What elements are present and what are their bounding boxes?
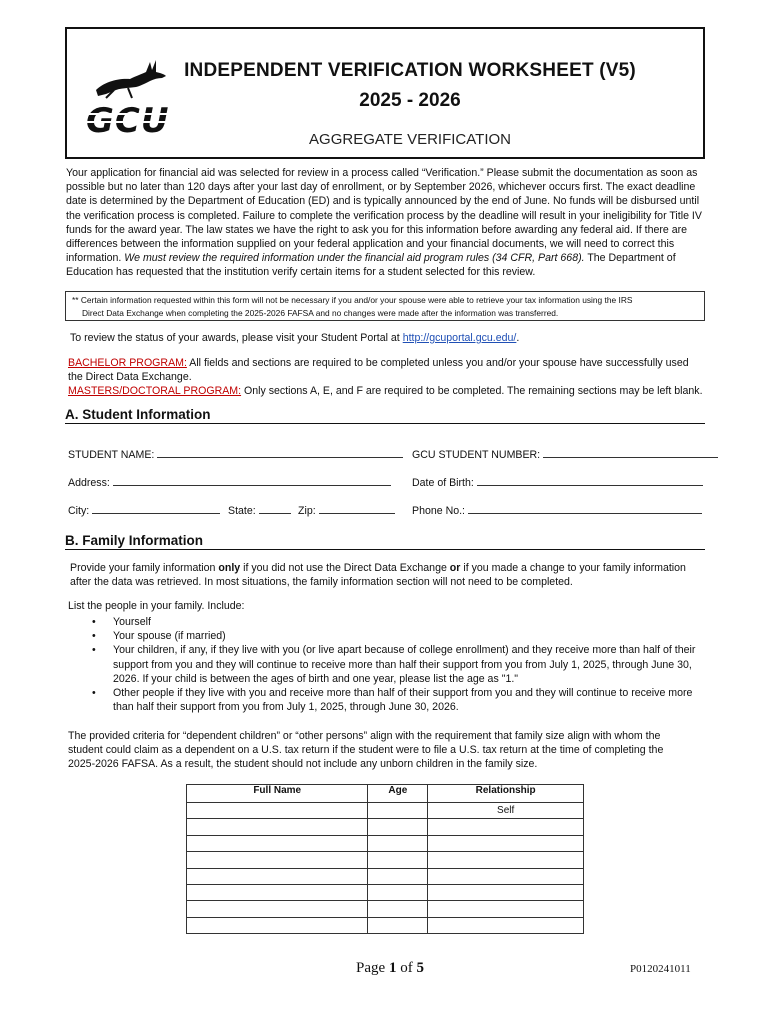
list-intro: List the people in your family. Include: xyxy=(68,600,245,612)
phone-label: Phone No.: xyxy=(412,505,466,517)
age-cell[interactable] xyxy=(368,917,428,933)
name-cell[interactable] xyxy=(187,917,368,933)
name-cell[interactable] xyxy=(187,803,368,819)
form-title: INDEPENDENT VERIFICATION WORKSHEET (V5) xyxy=(184,60,636,81)
name-cell[interactable] xyxy=(187,884,368,900)
dde-note-box xyxy=(65,291,705,321)
phone-input[interactable] xyxy=(468,503,702,514)
family-bullet-list xyxy=(92,615,703,714)
criteria-paragraph xyxy=(68,729,706,772)
relationship-cell[interactable] xyxy=(428,917,584,933)
intro-line: Education has requested that the institution verify certain items for a student selected for this review. xyxy=(66,266,536,279)
name-cell[interactable] xyxy=(187,819,368,835)
page-of: of xyxy=(396,960,417,976)
age-cell[interactable] xyxy=(368,803,428,819)
table-row xyxy=(187,917,584,933)
zip-label: Zip: xyxy=(298,505,316,517)
section-b-text: Provide your family information xyxy=(70,562,219,574)
page-total: 5 xyxy=(416,960,424,976)
section-b-text: after the data was retrieved. In most situations, the family information section will not need to be completed. xyxy=(70,576,573,589)
note-line: ** Certain information requested within this form will not be necessary if you and/or your spouse were able to retrieve your tax information using the IRS xyxy=(72,295,633,305)
intro-line: funds for the award year. The law states we have the right to ask you for this information before awarding any federal aid. If there are xyxy=(66,223,688,236)
city-label: City: xyxy=(68,505,90,517)
address-label: Address: xyxy=(68,477,110,489)
zip-field xyxy=(298,503,395,517)
age-cell[interactable] xyxy=(368,835,428,851)
state-label: State: xyxy=(228,505,256,517)
list-item: • Other people if they live with you and receive more than half of their support from you and they will continue to receive more than half their support from you from July 1, 2025, through June 30, 2026. xyxy=(92,686,703,714)
intro-line: Your application for financial aid was selected for review in a process called “Verification.” Please submit the documentation as soon as xyxy=(66,167,698,179)
table-row xyxy=(187,803,584,819)
age-cell[interactable] xyxy=(368,884,428,900)
list-item: • Your spouse (if married) xyxy=(92,629,703,643)
student-name-input[interactable] xyxy=(157,447,403,458)
program-instructions xyxy=(68,356,708,399)
table-row xyxy=(187,835,584,851)
relationship-cell[interactable] xyxy=(428,868,584,884)
student-name-field xyxy=(68,447,403,461)
col-header-age: Age xyxy=(368,785,428,803)
form-year: 2025 - 2026 xyxy=(359,90,461,111)
age-cell[interactable] xyxy=(368,901,428,917)
list-item: • Yourself xyxy=(92,615,703,629)
note-line: Direct Data Exchange when completing the 2025-2026 FAFSA and no changes were made after the information was transferred. xyxy=(82,308,559,318)
relationship-cell[interactable] xyxy=(428,884,584,900)
student-number-label: GCU STUDENT NUMBER: xyxy=(412,449,541,461)
intro-text: information. xyxy=(66,252,125,265)
relationship-cell[interactable] xyxy=(428,835,584,851)
table-row xyxy=(187,901,584,917)
address-input[interactable] xyxy=(113,475,391,486)
section-b-emphasis: or xyxy=(449,562,461,574)
name-cell[interactable] xyxy=(187,901,368,917)
name-cell[interactable] xyxy=(187,835,368,851)
relationship-cell[interactable] xyxy=(428,901,584,917)
criteria-line: 2025-2026 FAFSA. As a result, the student should not include any unborn children in the family size. xyxy=(68,758,538,771)
col-header-full-name: Full Name xyxy=(187,785,368,803)
city-input[interactable] xyxy=(92,503,220,514)
name-cell[interactable] xyxy=(187,868,368,884)
page-number xyxy=(300,960,480,977)
section-b-intro xyxy=(70,561,708,589)
address-field xyxy=(68,475,391,489)
relationship-cell[interactable]: Self xyxy=(428,803,584,819)
section-b-heading: B. Family Information xyxy=(65,533,705,550)
form-code: P0120241011 xyxy=(630,963,691,975)
page-prefix: Page xyxy=(356,960,389,976)
state-field xyxy=(228,503,291,517)
intro-paragraph xyxy=(66,166,704,280)
intro-line: differences between the information supplied on your federal application and your financial documents, we will need to correct this xyxy=(66,238,675,251)
bachelor-text: All fields and sections are required to be completed unless you and/or your spouse have successfully used xyxy=(186,357,689,369)
section-b-text: if you made a change to your family information xyxy=(460,562,686,574)
state-input[interactable] xyxy=(259,503,291,514)
age-cell[interactable] xyxy=(368,819,428,835)
dob-label: Date of Birth: xyxy=(412,477,474,489)
section-b-emphasis: only xyxy=(218,562,241,574)
page-current: 1 xyxy=(388,960,397,976)
city-field xyxy=(68,503,220,517)
table-row xyxy=(187,884,584,900)
student-number-field xyxy=(412,447,718,461)
intro-line xyxy=(66,251,704,265)
relationship-cell[interactable] xyxy=(428,852,584,868)
zip-input[interactable] xyxy=(319,503,395,514)
criteria-line: The provided criteria for “dependent children” or “other persons” align with the requirement that family size align with whom the xyxy=(68,730,661,742)
age-cell[interactable] xyxy=(368,868,428,884)
status-suffix: . xyxy=(516,332,520,344)
age-cell[interactable] xyxy=(368,852,428,868)
intro-regulation-text: We must review the required information under the financial aid program rules (34 CFR, Part 668). xyxy=(124,252,585,265)
dob-field xyxy=(412,475,703,489)
gcu-logo-text: GCU xyxy=(86,101,170,138)
dob-input[interactable] xyxy=(477,475,703,486)
bachelor-text-2: the Direct Data Exchange. xyxy=(68,371,192,384)
list-item: • Your children, if any, if they live with you (or live apart because of college enrollment) and they receive more than half of their support from you and they will continue to receive more than half their support from you from July 1, 2025, through June 30, 2026. If your child is between the ages of birth and one year, please list the age as "1." xyxy=(92,643,703,686)
status-text xyxy=(70,332,519,344)
bachelor-label: BACHELOR PROGRAM: xyxy=(68,357,187,369)
name-cell[interactable] xyxy=(187,852,368,868)
table-row xyxy=(187,868,584,884)
phone-field xyxy=(412,503,702,517)
status-prefix: To review the status of your awards, please visit your Student Portal at xyxy=(70,332,403,344)
table-row xyxy=(187,819,584,835)
student-portal-link[interactable]: http://gcuportal.gcu.edu/ xyxy=(402,332,517,344)
section-b-text: if you did not use the Direct Data Exchange xyxy=(240,562,450,574)
section-a-heading: A. Student Information xyxy=(65,407,705,424)
masters-text: Only sections A, E, and F are required to be completed. The remaining sections may be left blank. xyxy=(241,385,703,398)
intro-line: the verification process is completed. Failure to complete the verification process by the deadline will result in your ineligibility for Title IV xyxy=(66,209,702,222)
student-number-input[interactable] xyxy=(543,447,718,458)
intro-line: possible but no later than 120 days after your last day of enrollment, or by September 2026, whichever occurs first. The exact deadline xyxy=(66,181,696,194)
intro-line: date is determined by the Department of Education (ED) and is typically announced by the end of June. No funds will be disbursed until xyxy=(66,195,700,208)
col-header-relationship: Relationship xyxy=(428,785,584,803)
family-table xyxy=(186,784,584,934)
masters-label: MASTERS/DOCTORAL PROGRAM: xyxy=(68,385,242,398)
criteria-line: student could claim as a dependent on a U.S. tax return if the student were to file a U.S. tax return at the time of completing the xyxy=(68,744,664,757)
intro-text: The Department of xyxy=(584,252,676,265)
form-subtitle: AGGREGATE VERIFICATION xyxy=(309,131,511,148)
student-name-label: STUDENT NAME: xyxy=(68,449,155,461)
table-row xyxy=(187,852,584,868)
relationship-cell[interactable] xyxy=(428,819,584,835)
